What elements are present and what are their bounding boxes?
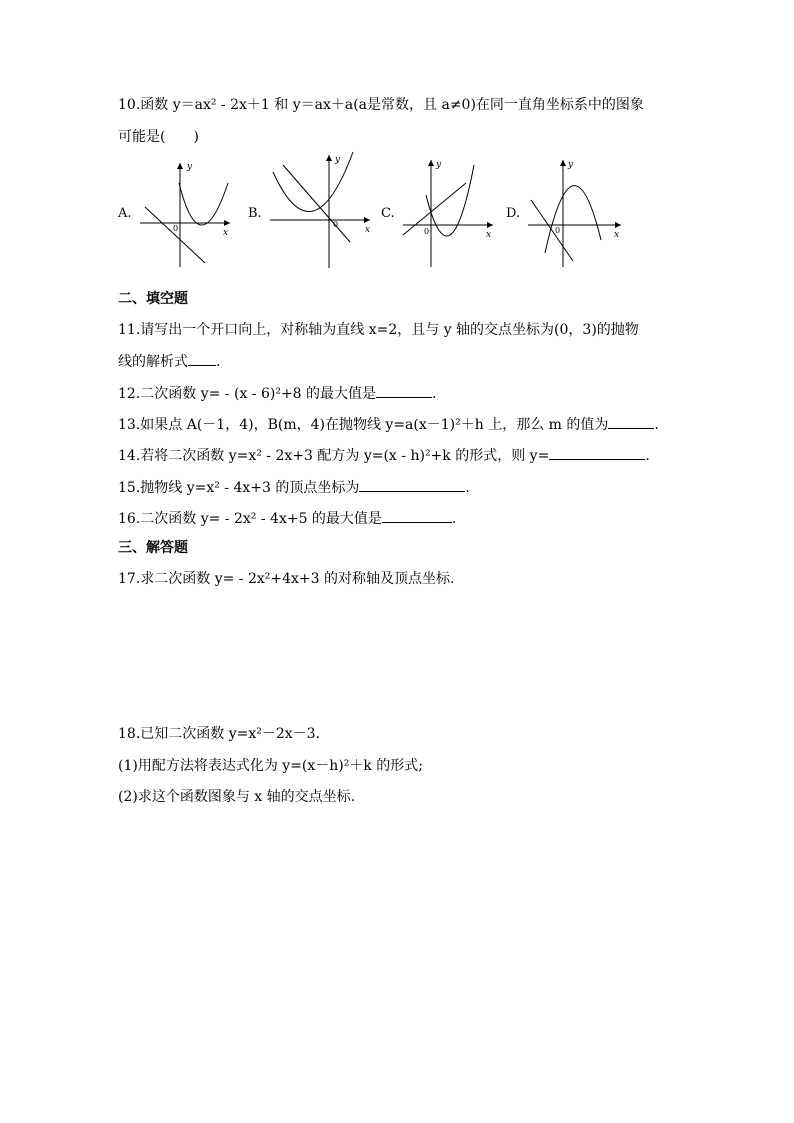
- q14-answer-blank[interactable]: [549, 445, 645, 460]
- option-a-y-label: y: [187, 162, 193, 172]
- option-a-x-label: x: [223, 228, 229, 238]
- option-b-origin: 0: [333, 220, 339, 229]
- q18-text: 18.已知二次函数 y=x²－2x－3.: [118, 726, 321, 742]
- q14-text: 14.若将二次函数 y=x² - 2x+3 配方为 y=(x - h)²+k 的形式，则 y=: [118, 448, 550, 464]
- option-c-y-label: y: [436, 160, 442, 170]
- option-b-y-label: y: [335, 155, 341, 165]
- q18-part2: (2)求这个函数图象与 x 轴的交点坐标.: [118, 789, 356, 805]
- section-fill-in-title: 二、填空题: [118, 291, 188, 307]
- q14-end: .: [645, 448, 650, 464]
- q15-answer-blank[interactable]: [359, 477, 465, 492]
- option-c-label: C.: [381, 206, 395, 221]
- q11-answer-blank[interactable]: [188, 351, 216, 366]
- option-b-x-label: x: [365, 225, 371, 235]
- option-a-origin: 0: [173, 224, 179, 233]
- q13-answer-blank[interactable]: [608, 414, 654, 429]
- q16-end: .: [451, 511, 457, 527]
- q12-answer-blank[interactable]: [376, 383, 432, 398]
- option-d-label: D.: [506, 206, 521, 221]
- option-d-x-label: x: [614, 230, 620, 240]
- q13-line: [118, 414, 659, 435]
- option-b-graph: [265, 150, 375, 270]
- option-d-origin: 0: [555, 226, 561, 235]
- q15-end: .: [465, 480, 470, 496]
- q16-line: [118, 508, 456, 529]
- q14-line: [118, 445, 650, 466]
- option-c-origin: 0: [424, 227, 430, 236]
- section-solve-title: 三、解答题: [118, 540, 188, 556]
- q17-text: 17.求二次函数 y= - 2x²+4x+3 的对称轴及顶点坐标.: [118, 571, 455, 587]
- q10-text-line1: 10.函数 y＝ax² - 2x＋1 和 y＝ax＋a(a是常数，且 a≠0)在同一直角坐标系中的图象: [118, 97, 644, 113]
- option-c-x-label: x: [486, 230, 492, 240]
- q12-line: [118, 383, 437, 404]
- q11-prefix: 线的解析式: [118, 354, 188, 370]
- option-a-graph: [135, 155, 235, 270]
- q10-text-line2: 可能是( ): [118, 129, 199, 145]
- q18-part1: (1)用配方法将表达式化为 y=(x－h)²＋k 的形式;: [118, 758, 424, 774]
- q13-end: .: [654, 417, 659, 433]
- q13-text: 13.如果点 A(－1，4)，B(m，4)在抛物线 y=a(x－1)²＋h 上，那么 m 的值为: [118, 417, 609, 433]
- q15-text: 15.抛物线 y=x² - 4x+3 的顶点坐标为: [118, 480, 360, 496]
- option-b-label: B.: [248, 206, 262, 221]
- q11-end: .: [216, 354, 221, 370]
- q11-text-line1: 11.请写出一个开口向上，对称轴为直线 x=2，且与 y 轴的交点坐标为(0，3)的抛物: [118, 322, 639, 338]
- q16-text: 16.二次函数 y= - 2x² - 4x+5 的最大值是: [118, 511, 382, 527]
- q11-text-line2: [118, 351, 220, 372]
- option-d-y-label: y: [568, 160, 574, 170]
- q15-line: [118, 477, 470, 498]
- q12-end: .: [432, 386, 437, 402]
- option-a-label: A.: [118, 206, 132, 221]
- q12-text: 12.二次函数 y= - (x - 6)²+8 的最大值是: [118, 386, 377, 402]
- option-d-graph: [523, 155, 628, 270]
- q16-answer-blank[interactable]: [382, 508, 452, 523]
- option-c-graph: [398, 155, 498, 270]
